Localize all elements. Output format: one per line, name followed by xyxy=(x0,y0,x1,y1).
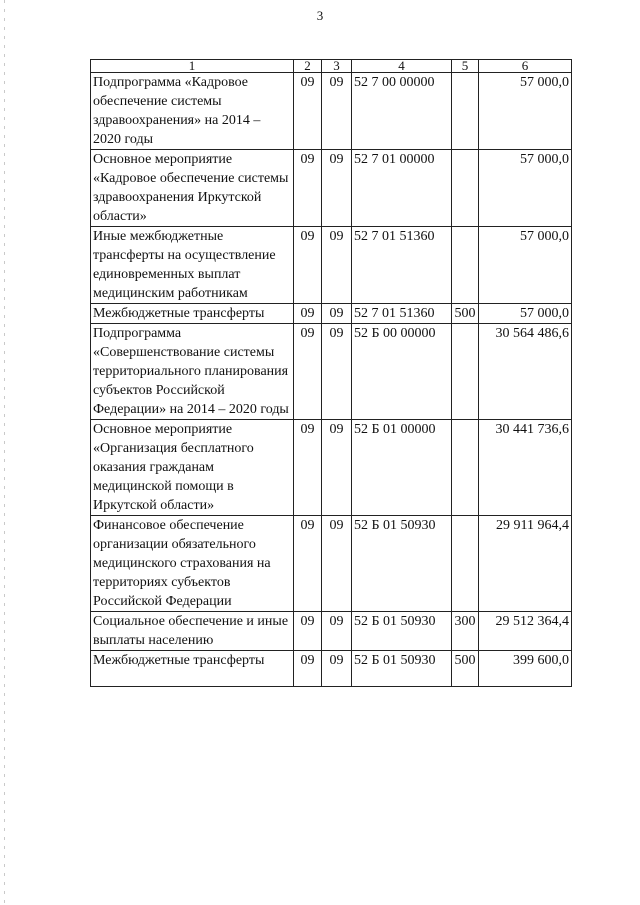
row-subsection: 09 xyxy=(322,304,352,324)
row-amount: 57 000,0 xyxy=(479,73,572,150)
header-col-6: 6 xyxy=(479,60,572,73)
row-amount: 57 000,0 xyxy=(479,150,572,227)
row-expense-type xyxy=(452,150,479,227)
row-amount: 57 000,0 xyxy=(479,227,572,304)
row-section: 09 xyxy=(294,612,322,651)
row-section: 09 xyxy=(294,227,322,304)
row-amount: 57 000,0 xyxy=(479,304,572,324)
header-row xyxy=(91,60,572,73)
row-name: Основное мероприятие «Организация бесплатного оказания гражданам медицинской помощи в Иркутской области» xyxy=(91,420,294,516)
header-col-5: 5 xyxy=(452,60,479,73)
row-expense-type: 500 xyxy=(452,651,479,687)
row-subsection: 09 xyxy=(322,227,352,304)
row-name: Межбюджетные трансферты xyxy=(91,651,294,687)
table-row xyxy=(91,304,572,324)
header-col-1: 1 xyxy=(91,60,294,73)
row-section: 09 xyxy=(294,651,322,687)
header-col-2: 2 xyxy=(294,60,322,73)
row-subsection: 09 xyxy=(322,324,352,420)
row-name: Финансовое обеспечение организации обязательного медицинского страхования на территориях субъектов Российской Федерации xyxy=(91,516,294,612)
row-subsection: 09 xyxy=(322,73,352,150)
row-expense-type xyxy=(452,227,479,304)
row-expense-type: 500 xyxy=(452,304,479,324)
table-row xyxy=(91,651,572,687)
row-name: Иные межбюджетные трансферты на осуществление единовременных выплат медицинским работникам xyxy=(91,227,294,304)
row-amount: 30 441 736,6 xyxy=(479,420,572,516)
row-amount: 399 600,0 xyxy=(479,651,572,687)
page-number: 3 xyxy=(316,8,324,23)
row-name: Социальное обеспечение и иные выплаты населению xyxy=(91,612,294,651)
header-col-3: 3 xyxy=(322,60,352,73)
row-section: 09 xyxy=(294,150,322,227)
row-subsection: 09 xyxy=(322,651,352,687)
row-subsection: 09 xyxy=(322,420,352,516)
row-subsection: 09 xyxy=(322,516,352,612)
row-amount: 29 911 964,4 xyxy=(479,516,572,612)
header-col-4: 4 xyxy=(352,60,452,73)
table-row xyxy=(91,324,572,420)
row-expense-type xyxy=(452,73,479,150)
row-expense-type: 300 xyxy=(452,612,479,651)
row-section: 09 xyxy=(294,420,322,516)
table-row xyxy=(91,612,572,651)
scan-edge-line xyxy=(4,0,5,905)
table-row xyxy=(91,227,572,304)
row-expense-type xyxy=(452,516,479,612)
row-target-code: 52 7 01 51360 xyxy=(352,227,452,304)
row-target-code: 52 Б 01 50930 xyxy=(352,651,452,687)
row-amount: 29 512 364,4 xyxy=(479,612,572,651)
row-name: Подпрограмма «Совершенствование системы территориального планирования субъектов Российской Федерации» на 2014 – 2020 годы xyxy=(91,324,294,420)
budget-table xyxy=(90,59,572,687)
row-name: Основное мероприятие «Кадровое обеспечение системы здравоохранения Иркутской области» xyxy=(91,150,294,227)
row-amount: 30 564 486,6 xyxy=(479,324,572,420)
row-section: 09 xyxy=(294,73,322,150)
table-row xyxy=(91,516,572,612)
row-target-code: 52 Б 01 00000 xyxy=(352,420,452,516)
table-row xyxy=(91,73,572,150)
row-target-code: 52 7 01 00000 xyxy=(352,150,452,227)
row-expense-type xyxy=(452,324,479,420)
row-section: 09 xyxy=(294,304,322,324)
table-row xyxy=(91,420,572,516)
row-target-code: 52 7 01 51360 xyxy=(352,304,452,324)
row-target-code: 52 Б 01 50930 xyxy=(352,612,452,651)
row-section: 09 xyxy=(294,324,322,420)
row-target-code: 52 Б 01 50930 xyxy=(352,516,452,612)
row-target-code: 52 Б 00 00000 xyxy=(352,324,452,420)
row-target-code: 52 7 00 00000 xyxy=(352,73,452,150)
row-section: 09 xyxy=(294,516,322,612)
row-expense-type xyxy=(452,420,479,516)
row-subsection: 09 xyxy=(322,150,352,227)
row-subsection: 09 xyxy=(322,612,352,651)
row-name: Подпрограмма «Кадровое обеспечение системы здравоохранения» на 2014 – 2020 годы xyxy=(91,73,294,150)
row-name: Межбюджетные трансферты xyxy=(91,304,294,324)
table-row xyxy=(91,150,572,227)
